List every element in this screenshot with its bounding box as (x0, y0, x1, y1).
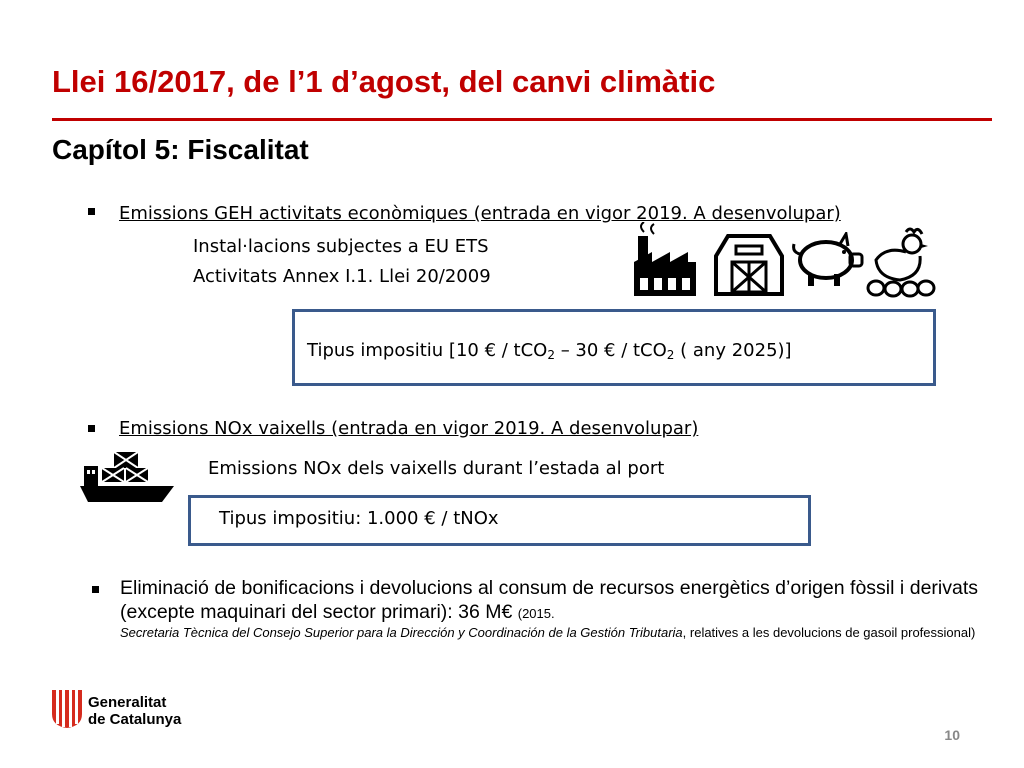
page-number: 10 (944, 727, 960, 743)
bullet-marker (92, 586, 99, 593)
section3-paragraph: Eliminació de bonificacions i devolucions al consum de recursos energètics d’origen fòssil i derivats (excepte maquinari del sector primari): 36 M€ (2015. Secretaria Tècnica del Consejo Superior para la Dirección y Coordinación de la Gestión Tributaria, relatives a les devolucions de gasoil professional) (120, 577, 978, 640)
section1-line2: Activitats Annex I.1. Llei 20/2009 (193, 266, 491, 287)
tax-rate-nox-text: Tipus impositiu: 1.000 € / tNOx (219, 508, 499, 529)
title-divider (52, 118, 992, 121)
tax-rate-box-nox (188, 495, 811, 546)
section1-heading: Emissions GEH activitats econòmiques (entrada en vigor 2019. A desenvolupar) (119, 203, 841, 224)
generalitat-logo-text: Generalitat de Catalunya (88, 694, 182, 728)
section3-footnote: Secretaria Tècnica del Consejo Superior para la Dirección y Coordinación de la Gestión Tributaria, relatives a les devolucions de gasoil professional) (120, 625, 976, 640)
bullet-marker (88, 208, 95, 215)
slide-subtitle: Capítol 5: Fiscalitat (52, 134, 309, 165)
section2-heading: Emissions NOx vaixells (entrada en vigor 2019. A desenvolupar) (119, 418, 699, 439)
tax-rate-co2-text: Tipus impositiu [10 € / tCO$_2$ – 30 € / tCO$_2$ ( any 2025)] (307, 340, 792, 362)
pig-icon (790, 232, 866, 288)
bullet-marker (88, 425, 95, 432)
cargo-ship-icon (80, 448, 176, 504)
barn-icon (712, 228, 786, 296)
section1-line1: Instal·lacions subjectes a EU ETS (193, 236, 489, 257)
factory-icon (630, 222, 700, 298)
section2-line1: Emissions NOx dels vaixells durant l’estada al port (208, 458, 665, 479)
chicken-icon (866, 226, 936, 298)
tax-rate-box-co2 (292, 309, 936, 386)
slide-title: Llei 16/2017, de l’1 d’agost, del canvi climàtic (52, 64, 716, 99)
generalitat-logo-icon (52, 690, 82, 728)
